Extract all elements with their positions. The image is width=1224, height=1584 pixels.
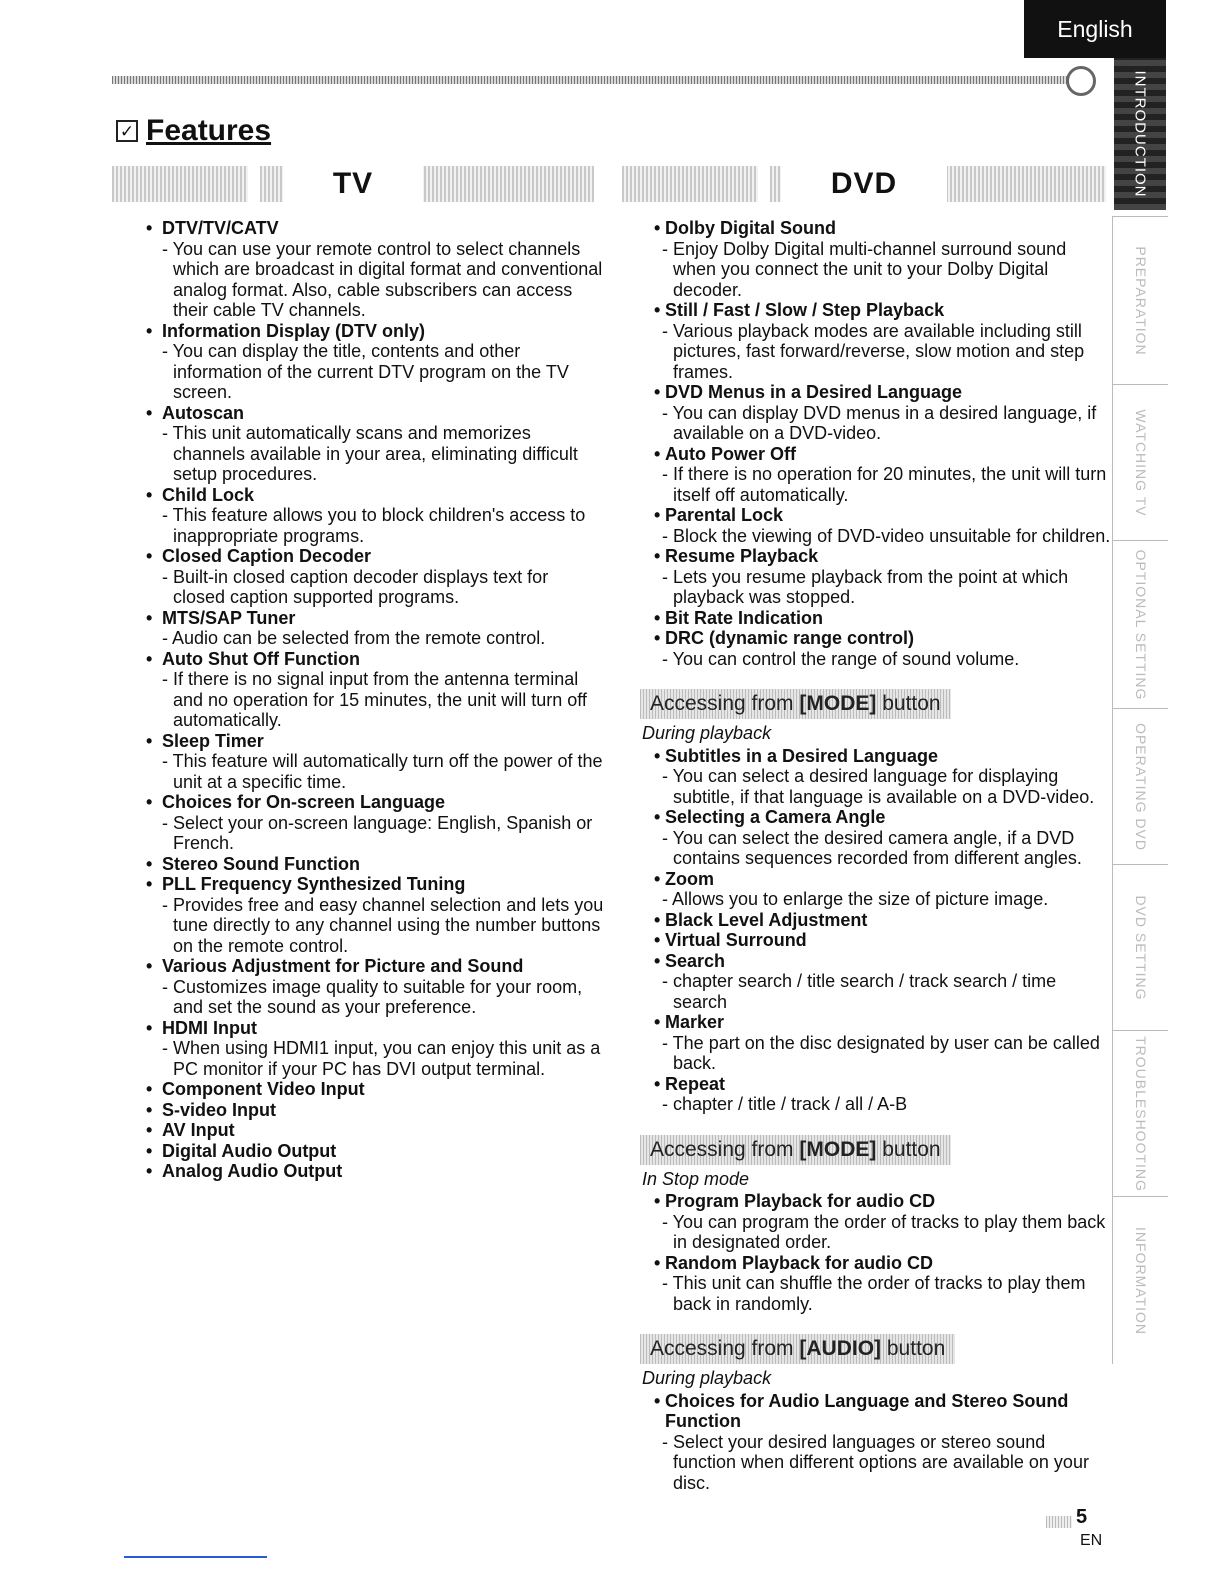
feature-item [145,1120,605,1141]
feature-item [145,1079,605,1100]
feature-title: • DTV/TV/CATV [145,218,605,239]
audio-section-list [652,1391,1112,1494]
feature-item [145,1018,605,1080]
feature-title: • Choices for On-screen Language [145,792,605,813]
feature-title: • Sleep Timer [145,731,605,752]
feature-title: • Resume Playback [652,546,1112,567]
mode-section-1-context: During playback [642,723,772,743]
audio-bar-prefix: Accessing from [650,1337,800,1360]
feature-description: - This feature allows you to block children's access to inappropriate programs. [162,505,586,546]
feature-title: • Digital Audio Output [145,1141,605,1162]
feature-title: • Zoom [652,869,1112,890]
feature-description: - You can display DVD menus in a desired language, if available on a DVD-video. [662,402,1097,443]
feature-title: • Repeat [652,1074,1112,1095]
tv-feature-list [145,218,605,1182]
tv-section-title: TV [283,166,423,202]
footer-rule [124,1556,267,1558]
feature-description: - Allows you to enlarge the size of picture image. [662,889,1049,909]
nav-tab-optional-setting[interactable] [1112,540,1168,708]
feature-title: • Virtual Surround [652,930,1112,951]
top-rule [112,76,1072,84]
page-number-dots [1046,1516,1072,1528]
mode-section-2-context: In Stop mode [642,1168,750,1189]
page-language-code: EN [1080,1532,1103,1549]
feature-item [652,1253,1112,1315]
nav-tab-label: INFORMATION [1132,1226,1149,1335]
feature-description: - You can display the title, contents and other information of the current DTV program on the TV screen. [162,341,569,402]
feature-title: • AV Input [145,1120,605,1141]
feature-title: • Various Adjustment for Picture and Sound [145,956,605,977]
audio-bar-button: [AUDIO] [799,1337,882,1360]
feature-item [145,403,605,485]
feature-title: • Closed Caption Decoder [145,546,605,567]
feature-item [145,485,605,547]
feature-title: • Component Video Input [145,1079,605,1100]
nav-tab-troubleshooting[interactable] [1112,1030,1168,1196]
feature-title: • HDMI Input [145,1018,605,1039]
nav-tab-label: DVD SETTING [1132,894,1149,1001]
feature-title: • Child Lock [145,485,605,506]
feature-item [145,792,605,854]
dvd-main-list [652,218,1112,669]
feature-title: • Selecting a Camera Angle [652,807,1112,828]
feature-description: - This feature will automatically turn off the power of the unit at a specific time. [162,751,603,792]
feature-description: - Select your desired languages or stereo sound function when different options are available on your disc. [662,1431,1089,1493]
audio-section-context: During playback [642,1368,772,1388]
feature-title: • Dolby Digital Sound [652,218,1112,239]
dvd-feature-list [642,218,1112,1493]
feature-description: - Audio can be selected from the remote control. [162,628,546,648]
nav-tab-label: PREPARATION [1132,245,1149,356]
feature-title: • Autoscan [145,403,605,424]
feature-title: • Search [652,951,1112,972]
mode-bar-suffix: button [876,692,941,715]
feature-description: - This unit can shuffle the order of tracks to play them back in randomly. [662,1273,1086,1314]
nav-tab-operating-dvd[interactable] [1112,708,1168,864]
feature-description: - You can program the order of tracks to play them back in designated order. [662,1211,1106,1252]
feature-item [652,546,1112,608]
feature-description: - Provides free and easy channel selection and lets you tune directly to any channel using the number buttons on the remote control. [162,894,604,956]
feature-description: - Select your on-screen language: English, Spanish or French. [162,812,593,853]
feature-title: • Information Display (DTV only) [145,321,605,342]
feature-item [652,218,1112,300]
feature-description: - Enjoy Dolby Digital multi-channel surround sound when you connect the unit to your Dolby Digital decoder. [662,238,1067,300]
dvd-section-banner [622,166,1106,202]
feature-description: - If there is no operation for 20 minutes, the unit will turn itself off automatically. [662,464,1107,505]
checkbox-icon: ✓ [116,120,138,142]
feature-title: • Stereo Sound Function [145,854,605,875]
feature-item [145,546,605,608]
feature-item [652,1074,1112,1115]
language-tab: English [1024,0,1166,58]
page-title: Features [146,114,272,147]
nav-tab-label: TROUBLESHOOTING [1132,1035,1149,1192]
mode-section-1-bar [640,689,951,719]
feature-item [145,321,605,403]
feature-title: • MTS/SAP Tuner [145,608,605,629]
feature-item [652,746,1112,808]
feature-title: • Subtitles in a Desired Language [652,746,1112,767]
feature-description: - Customizes image quality to suitable for your room, and set the sound as your preference. [162,976,583,1017]
mode-bar-button: [MODE] [799,1137,877,1161]
feature-description: - If there is no signal input from the antenna terminal and no operation for 15 minutes, the unit will turn off automatically. [162,669,587,730]
nav-tab-dvd-setting[interactable] [1112,864,1168,1030]
mode-bar-prefix: Accessing from [650,692,800,715]
feature-item [652,807,1112,869]
feature-description: - chapter search / title search / track search / time search [662,971,1057,1012]
feature-item [145,218,605,321]
feature-item [652,930,1112,951]
nav-tab-preparation[interactable] [1112,216,1168,384]
feature-title: • PLL Frequency Synthesized Tuning [145,874,605,895]
feature-title: • Auto Shut Off Function [145,649,605,670]
mode-bar-button: [MODE] [799,692,877,715]
feature-description: - When using HDMI1 input, you can enjoy this unit as a PC monitor if your PC has DVI output terminal. [162,1038,601,1079]
nav-tab-label: OPERATING DVD [1132,722,1149,851]
tv-section-banner [112,166,594,202]
nav-tab-introduction[interactable] [1114,58,1166,210]
feature-title: • DVD Menus in a Desired Language [652,382,1112,403]
feature-title: • Marker [652,1012,1112,1033]
feature-item [652,869,1112,910]
feature-item [652,1191,1112,1253]
feature-description: - The part on the disc designated by user can be called back. [662,1032,1100,1073]
feature-item [652,1391,1112,1494]
feature-item [652,382,1112,444]
feature-title: • Analog Audio Output [145,1161,605,1182]
nav-tab-watching-tv[interactable] [1112,384,1168,540]
mode-section-2-bar [640,1135,951,1165]
feature-item [652,628,1112,669]
mode-bar-suffix: button [876,1137,941,1161]
feature-item [145,1100,605,1121]
feature-item [652,444,1112,506]
feature-item [145,1141,605,1162]
feature-item [145,731,605,793]
feature-item [652,505,1112,546]
nav-tab-label: WATCHING TV [1132,408,1149,517]
feature-title: • Bit Rate Indication [652,608,1112,629]
feature-item [652,951,1112,1013]
feature-item [145,1161,605,1182]
feature-title: • DRC (dynamic range control) [652,628,1112,649]
feature-item [145,874,605,956]
nav-tab-label: OPTIONAL SETTING [1132,549,1149,700]
audio-bar-suffix: button [881,1337,946,1360]
page-number: 5 [1076,1506,1088,1528]
feature-title: • Black Level Adjustment [652,910,1112,931]
feature-description: - Various playback modes are available including still pictures, fast forward/reverse, slow motion and step frames. [662,320,1085,382]
feature-title: • S-video Input [145,1100,605,1121]
feature-item [652,300,1112,382]
mode-section-1-list [652,746,1112,1115]
mode-bar-prefix: Accessing from [650,1137,800,1161]
features-heading [116,114,271,148]
dvd-section-title: DVD [781,166,947,202]
feature-description: - You can select the desired camera angle, if a DVD contains sequences recorded from different angles. [662,827,1082,868]
feature-description: - You can select a desired language for displaying subtitle, if that language is available on a DVD-video. [662,766,1095,807]
mode-section-2-list [652,1191,1112,1314]
nav-tab-information[interactable] [1112,1196,1168,1364]
feature-title: • Random Playback for audio CD [652,1253,1112,1274]
nav-tab-label: INTRODUCTION [1131,70,1149,198]
feature-item [652,608,1112,629]
feature-title: • Program Playback for audio CD [652,1191,1112,1212]
feature-description: - You can use your remote control to select channels which are broadcast in digital format and conventional analog format. Also, cable subscribers can access their cable TV channels. [162,238,603,320]
feature-item [145,649,605,731]
feature-description: - You can control the range of sound volume. [662,648,1020,669]
feature-description: - This unit automatically scans and memorizes channels available in your area, eliminating difficult setup procedures. [162,423,578,484]
feature-title: • Parental Lock [652,505,1112,526]
feature-item [145,854,605,875]
audio-section-bar [640,1334,955,1364]
feature-item [652,910,1112,931]
feature-title: • Auto Power Off [652,444,1112,465]
feature-description: - Lets you resume playback from the point at which playback was stopped. [662,566,1069,607]
feature-title: • Choices for Audio Language and Stereo Sound Function [652,1391,1112,1432]
feature-item [145,956,605,1018]
feature-description: - Built-in closed caption decoder displays text for closed caption supported programs. [162,566,549,607]
circle-icon [1066,66,1096,96]
feature-description: - chapter / title / track / all / A-B [662,1094,908,1114]
feature-item [652,1012,1112,1074]
feature-description: - Block the viewing of DVD-video unsuitable for children. [662,525,1111,546]
feature-title: • Still / Fast / Slow / Step Playback [652,300,1112,321]
feature-item [145,608,605,649]
